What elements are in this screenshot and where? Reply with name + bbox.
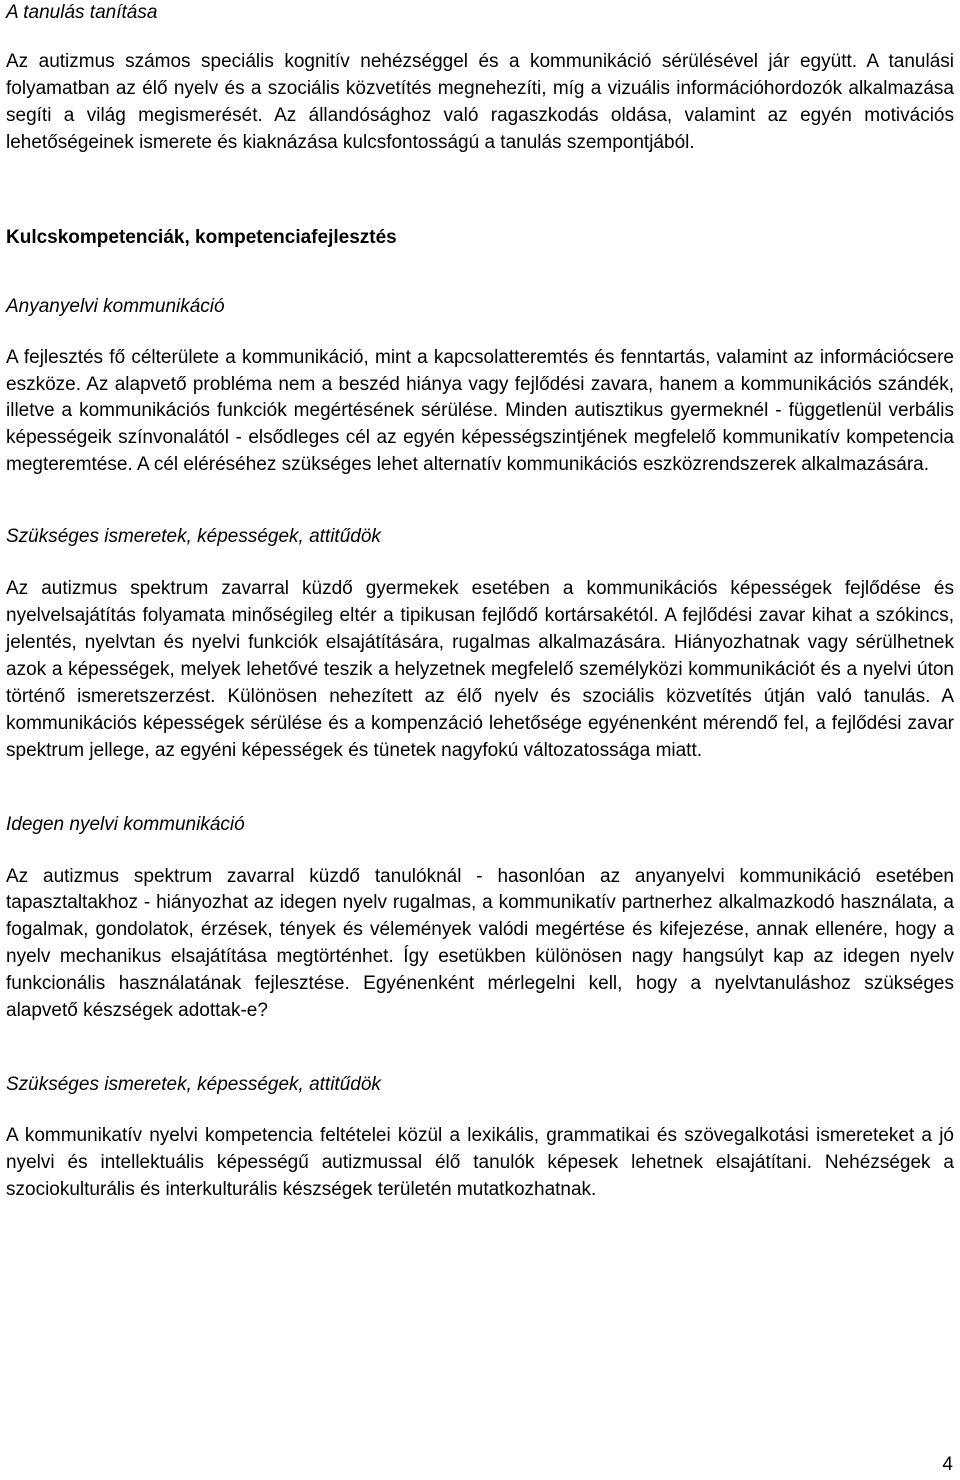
paragraph-learning: Az autizmus számos speciális kognitív nehézséggel és a kommunikáció sérülésével jár együtt. A tanulási folyamatban az élő nyelv és a szociális közvetítés megnehezíti, míg a vizuális információhordozók alkalmazása segíti a világ megismerését. Az állandósághoz való ragaszkodás oldása, valamint az egyén motivációs lehetőségeinek ismerete és kiaknázása kulcsfontosságú a tanulás szempontjából. — [6, 51, 954, 153]
section-heading-key-competences: Kulcskompetenciák, kompetenciafejlesztés — [6, 226, 397, 248]
section-heading-native-communication: Anyanyelvi kommunikáció — [6, 295, 225, 317]
section-heading-foreign-language: Idegen nyelvi kommunikáció — [6, 813, 245, 835]
paragraph-required-skills-2: A kommunikatív nyelvi kompetencia feltételei közül a lexikális, grammatikai és szövegalkotási ismereteket a jó nyelvi és intellektuális képességű autizmussal élő tanulók képesek lehetnek elsajátítani. Nehézségek a szociokulturális és interkulturális készségek területén mutatkozhatnak. — [6, 1124, 954, 1200]
section-heading-learning: A tanulás tanítása — [6, 2, 158, 23]
paragraph-foreign-language: Az autizmus spektrum zavarral küzdő tanulóknál - hasonlóan az anyanyelvi kommunikáció esetében tapasztaltakhoz - hiányozhat az idegen nyelv rugalmas, a kommunikatív partnerhez alkalmazkodó használata, a fogalmak, gondolatok, érzések, tények és vélemények valódi megértése és kifejezése, annak ellenére, hogy a nyelv mechanikus elsajátítása megtörténhet. Így esetükben különösen nagy hangsúlyt kap az idegen nyelv funkcionális használatának fejlesztése. Egyénenként mérlegelni kell, hogy a nyelvtanuláshoz szükséges alapvető készségek adottak-e? — [6, 865, 954, 1022]
section-heading-required-skills-1: Szükséges ismeretek, képességek, attitűdök — [6, 526, 381, 548]
section-heading-required-skills-2: Szükséges ismeretek, képességek, attitűdök — [6, 1073, 381, 1095]
page-number: 4 — [942, 1454, 953, 1475]
paragraph-native-communication: A fejlesztés fő célterülete a kommunikáció, mint a kapcsolatteremtés és fenntartás, valamint az információcsere eszköze. Az alapvető probléma nem a beszéd hiánya vagy fejlődési zavara, hanem a kommunikációs szándék, illetve a kommunikációs funkciók megértésének sérülése. Minden autisztikus gyermeknél - függetlenül verbális képességeik színvonalától - elsődleges cél az egyén képességszintjének megfelelő kommunikatív kompetencia megteremtése. A cél eléréséhez szükséges lehet alternatív kommunikációs eszközrendszerek alkalmazására. — [6, 346, 954, 476]
paragraph-required-skills-1: Az autizmus spektrum zavarral küzdő gyermekek esetében a kommunikációs képességek fejlődése és nyelvelsajátítás folyamata minőségileg eltér a tipikusan fejlődő kortársakétól. A fejlődési zavar kihat a szókincs, jelentés, nyelvtan és nyelvi funkciók elsajátítására, rugalmas alkalmazására. Hiányozhatnak vagy sérülhetnek azok a képességek, melyek lehetővé teszik a helyzetnek megfelelő személyközi kommunikációt és a nyelvi úton történő ismeretszerzést. Különösen nehezített az élő nyelv és szociális közvetítés útján való tanulás. A kommunikációs képességek sérülése és a kompenzáció lehetősége egyénenként mérendő fel, a fejlődési zavar spektrum jellege, az egyéni képességek és tünetek nagyfokú változatossága miatt. — [6, 578, 954, 761]
